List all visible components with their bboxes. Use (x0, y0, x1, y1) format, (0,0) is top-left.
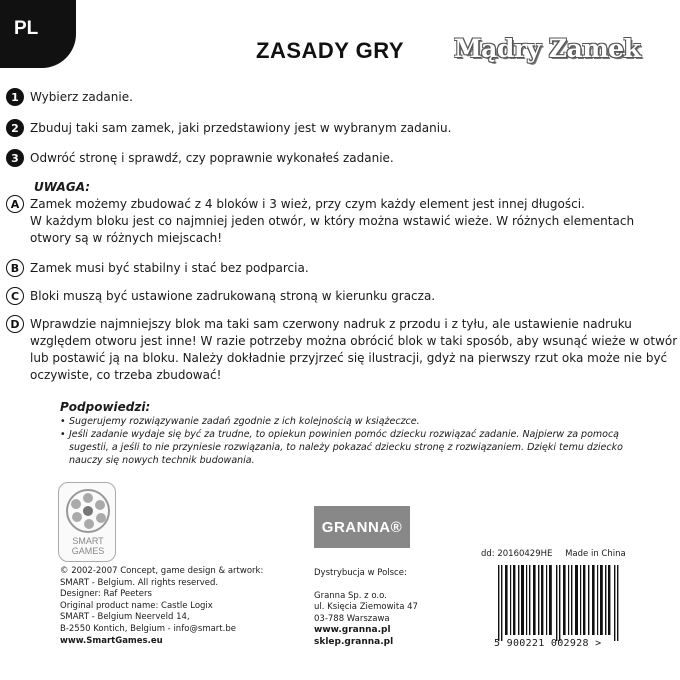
rule-line: oczywiste, co trzeba zbudować! (30, 368, 222, 382)
rule-b (6, 259, 309, 277)
granna-shop-link: sklep.granna.pl (314, 636, 394, 647)
game-logo: Mądry Zamek (454, 34, 641, 63)
barcode-digits: 5 900221 002928 > (494, 638, 602, 649)
smart-games-logo (58, 482, 116, 562)
hints-title: Podpowiedzi: (60, 400, 151, 414)
smart-logo-word: GAMES (71, 546, 105, 556)
smart-logo-ring (66, 489, 110, 533)
language-label: PL (14, 18, 39, 39)
smart-logo-word: SMART (72, 536, 104, 546)
step-3 (6, 149, 394, 167)
step-text: Wybierz zadanie. (30, 90, 133, 104)
rule-letter-badge: A (6, 195, 24, 213)
dd-code: dd: 20160429HE (481, 549, 553, 559)
language-tab (0, 0, 76, 68)
rule-c (6, 287, 435, 305)
rule-line: otwory są w różnych miejscach! (30, 231, 223, 245)
step-number-badge: 3 (6, 149, 24, 167)
distribution-label: Dystrybucja w Polsce: (314, 568, 407, 578)
hints-list (60, 415, 640, 467)
hint-item: • Jeśli zadanie wydaje się być za trudne, to opiekun powinien pomóc dziecku rozwiązać zadanie. Najpierw za pomocą sugestii, a jeśli to nie przyniesie rozwiązania, to należy pokazać dziecku stronę z rozwiązaniem. Dzięki temu dziecko nauczy się nowych technik budowania. (60, 428, 640, 467)
smartgames-link: www.SmartGames.eu (60, 635, 163, 646)
rule-line: lub postawić ją na bloku. Należy dokładnie przyjrzeć się ilustracji, gdyż na pierwszy rzut oka może nie być (30, 351, 668, 365)
distribution-info: Dystrybucja w Polsce: Granna Sp. z o.o. ul. Księcia Ziemowita 47 03-788 Warszawa www.granna.pl sklep.granna.pl (314, 568, 418, 647)
step-number-badge: 1 (6, 88, 24, 106)
step-1 (6, 88, 133, 106)
rule-a (6, 195, 634, 247)
rule-line: W każdym bloku jest co najmniej jeden otwór, w który można wstawić wieże. W różnych elementach (30, 214, 635, 228)
rule-letter-badge: C (6, 287, 24, 305)
product-codes (481, 549, 626, 559)
rule-letter-badge: B (6, 259, 24, 277)
page-title: ZASADY GRY (256, 38, 405, 63)
rule-letter-badge: D (6, 315, 24, 333)
barcode-icon (496, 565, 626, 641)
granna-logo: GRANNA® (314, 506, 410, 548)
step-text: Odwróć stronę i sprawdź, czy poprawnie wykonałeś zadanie. (30, 151, 394, 165)
rule-line: Wprawdzie najmniejszy blok ma taki sam czerwony nadruk z przodu i z tyłu, ale ustawienie nadruku (30, 317, 632, 331)
warning-title: UWAGA: (34, 180, 90, 194)
rule-d (6, 315, 677, 384)
granna-web-link: www.granna.pl (314, 625, 391, 636)
rule-line: Zamek możemy zbudować z 4 bloków i 3 wież, przy czym każdy element jest innej długości. (30, 197, 585, 211)
step-text: Zbuduj taki sam zamek, jaki przedstawiony jest w wybranym zadaniu. (30, 121, 452, 135)
hint-item: • Sugerujemy rozwiązywanie zadań zgodnie z ich kolejnością w książeczce. (60, 415, 640, 428)
made-in: Made in China (565, 549, 626, 559)
rule-line: Zamek musi być stabilny i stać bez podparcia. (30, 261, 309, 275)
step-2 (6, 119, 451, 137)
credits: © 2002-2007 Concept, game design & artwork: SMART - Belgium. All rights reserved. Designer: Raf Peeters Original product name: Castle Logix SMART - Belgium Neerveld 14, B-2550 Kontich, Belgium - info@smart.be www.SmartGames.eu (60, 566, 264, 646)
rule-line: Bloki muszą być ustawione zadrukowaną stroną w kierunku gracza. (30, 289, 436, 303)
step-number-badge: 2 (6, 119, 24, 137)
rule-line: względem otworu jest inne! W razie potrzeby można obrócić blok w taki sposób, aby wsunąć wieże w otwór (30, 334, 678, 348)
